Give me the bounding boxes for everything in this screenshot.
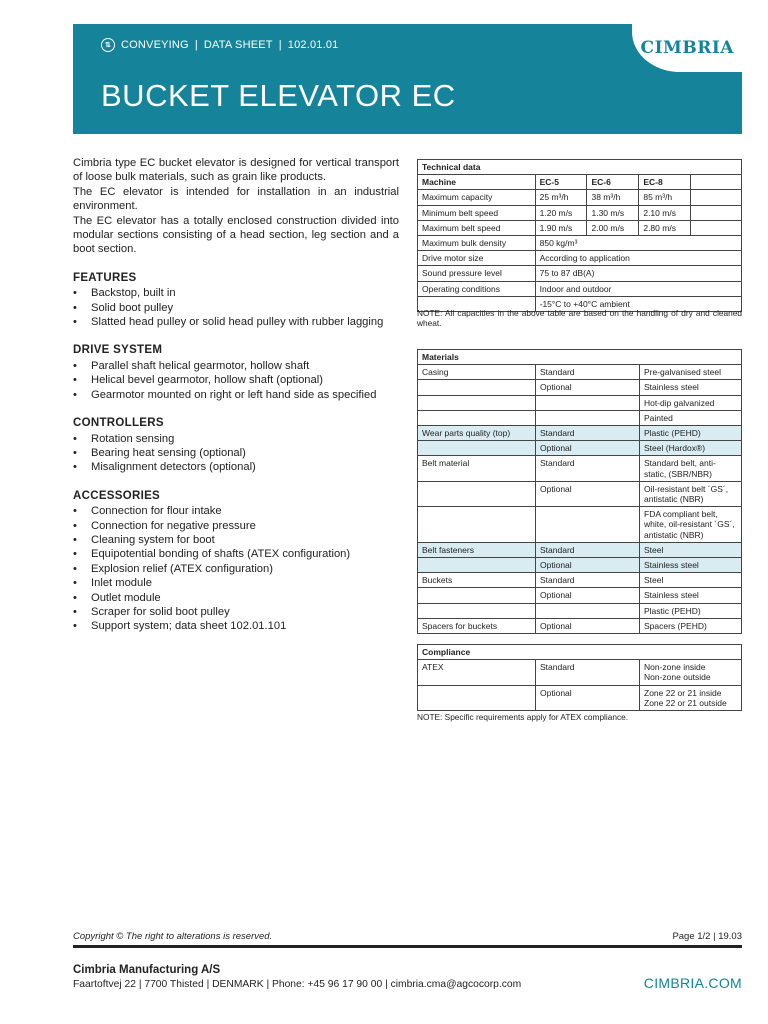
category-label: CONVEYING — [121, 39, 189, 51]
table-cell: Standard — [536, 660, 640, 685]
table-header-cell: EC-6 — [587, 175, 639, 190]
table-cell — [536, 395, 640, 410]
breadcrumb: ⇅ CONVEYING | DATA SHEET | 102.01.01 — [101, 38, 339, 52]
table-row — [418, 426, 742, 441]
list-item: • Scraper for solid boot pulley — [73, 605, 399, 619]
table-cell: According to application — [535, 251, 741, 266]
table-cell: Painted — [640, 410, 742, 425]
table-row — [418, 380, 742, 395]
table-cell: 1.30 m/s — [587, 205, 639, 220]
table-cell — [536, 507, 640, 543]
section-heading: FEATURES — [73, 271, 137, 284]
table-cell: Steel — [640, 542, 742, 557]
table-row — [418, 685, 742, 710]
cimbria-logo: CIMBRIA — [640, 38, 734, 58]
list-item: • Parallel shaft helical gearmotor, hollow shaft — [73, 359, 399, 373]
compliance-note: NOTE: Specific requirements apply for ATEX compliance. — [417, 712, 629, 722]
table-row — [418, 573, 742, 588]
table-cell — [418, 481, 536, 506]
table-cell — [691, 220, 742, 235]
list-item: • Helical bevel gearmotor, hollow shaft (optional) — [73, 373, 399, 387]
table-cell: 75 to 87 dB(A) — [535, 266, 741, 281]
website-link[interactable]: CIMBRIA.COM — [643, 975, 742, 991]
table-row — [418, 395, 742, 410]
table-cell: Optional — [536, 380, 640, 395]
table-row — [418, 507, 742, 543]
table-cell: Stainless steel — [640, 558, 742, 573]
bullet-list — [73, 432, 399, 475]
table-cell: Maximum capacity — [418, 190, 536, 205]
table-cell: 850 kg/m³ — [535, 236, 741, 251]
table-title: Materials — [418, 350, 742, 365]
list-item: • Outlet module — [73, 591, 399, 605]
table-title: Compliance — [418, 645, 742, 660]
table-cell: Drive motor size — [418, 251, 536, 266]
table-cell: -15°C to +40°C ambient — [535, 296, 741, 311]
table-cell: 85 m³/h — [639, 190, 691, 205]
table-cell — [418, 395, 536, 410]
table-title: Technical data — [418, 160, 742, 175]
table-cell: Standard — [536, 542, 640, 557]
table-cell: Standard — [536, 573, 640, 588]
table-cell: Maximum bulk density — [418, 236, 536, 251]
table-row — [418, 660, 742, 685]
table-cell: Optional — [536, 685, 640, 710]
table-cell — [418, 603, 536, 618]
table-cell — [418, 685, 536, 710]
left-column — [73, 156, 399, 634]
list-item: • Solid boot pulley — [73, 301, 399, 315]
company-name: Cimbria Manufacturing A/S — [73, 964, 221, 976]
table-cell: Steel (Hardox®) — [640, 441, 742, 456]
table-cell — [418, 410, 536, 425]
list-item: • Bearing heat sensing (optional) — [73, 446, 399, 460]
table-cell: Minimum belt speed — [418, 205, 536, 220]
section-heading: CONTROLLERS — [73, 417, 164, 430]
table-cell: 38 m³/h — [587, 190, 639, 205]
table-row — [418, 190, 742, 205]
table-cell: Standard — [536, 456, 640, 481]
table-row — [418, 281, 742, 296]
list-item: • Misalignment detectors (optional) — [73, 460, 399, 474]
table-header-cell: EC-5 — [535, 175, 587, 190]
table-header-cell — [691, 175, 742, 190]
table-cell — [536, 603, 640, 618]
table-row — [418, 266, 742, 281]
table-row — [418, 603, 742, 618]
table-cell: Wear parts quality (top) — [418, 426, 536, 441]
table-row — [418, 410, 742, 425]
list-item: • Equipotential bonding of shafts (ATEX configuration) — [73, 547, 399, 561]
table-cell: Steel — [640, 573, 742, 588]
materials-table — [417, 349, 742, 634]
table-row — [418, 441, 742, 456]
table-cell — [418, 441, 536, 456]
table-cell: 1.90 m/s — [535, 220, 587, 235]
company-address: Faartoftvej 22 | 7700 Thisted | DENMARK | Phone: +45 96 17 90 00 | cimbria.cma@agcocorp.com — [73, 979, 522, 990]
table-row — [418, 456, 742, 481]
table-row — [418, 618, 742, 633]
table-title-row — [418, 645, 742, 660]
doc-number: 102.01.01 — [287, 39, 339, 51]
table-row — [418, 558, 742, 573]
table-cell: Spacers (PEHD) — [640, 618, 742, 633]
table-cell — [418, 380, 536, 395]
table-cell: Optional — [536, 588, 640, 603]
table-cell: Plastic (PEHD) — [640, 603, 742, 618]
bullet-list — [73, 504, 399, 634]
logo-tab — [632, 24, 742, 72]
list-item: • Gearmotor mounted on right or left hand side as specified — [73, 388, 399, 402]
technical-note: NOTE: All capacities in the above table are based on the handling of dry and cleaned wheat. — [417, 308, 742, 328]
table-cell: Optional — [536, 558, 640, 573]
list-item: • Slatted head pulley or solid head pulley with rubber lagging — [73, 315, 399, 329]
table-cell: Sound pressure level — [418, 266, 536, 281]
table-cell: Hot-dip galvanized — [640, 395, 742, 410]
table-cell — [691, 205, 742, 220]
table-cell: Standard — [536, 426, 640, 441]
table-row — [418, 365, 742, 380]
table-cell — [536, 410, 640, 425]
table-cell: Spacers for buckets — [418, 618, 536, 633]
table-cell: Standard belt, anti-static, (SBR/NBR) — [640, 456, 742, 481]
table-row — [418, 542, 742, 557]
table-cell: Zone 22 or 21 inside Zone 22 or 21 outside — [640, 685, 742, 710]
page-title: BUCKET ELEVATOR EC — [101, 78, 456, 113]
table-cell: Stainless steel — [640, 380, 742, 395]
table-row — [418, 236, 742, 251]
table-cell: Buckets — [418, 573, 536, 588]
table-cell — [418, 507, 536, 543]
table-row — [418, 251, 742, 266]
table-row — [418, 220, 742, 235]
table-cell: Optional — [536, 618, 640, 633]
table-row — [418, 588, 742, 603]
table-cell: Maximum belt speed — [418, 220, 536, 235]
table-cell: FDA compliant belt, white, oil-resistant ´GS´, antistatic (NBR) — [640, 507, 742, 543]
table-cell: Oil-resistant belt ´GS´, antistatic (NBR) — [640, 481, 742, 506]
table-row — [418, 205, 742, 220]
conveying-icon: ⇅ — [101, 38, 115, 52]
table-cell: 2.00 m/s — [587, 220, 639, 235]
table-cell — [418, 588, 536, 603]
bullet-list — [73, 286, 399, 329]
table-cell: Plastic (PEHD) — [640, 426, 742, 441]
intro-text — [73, 156, 399, 257]
table-cell: 25 m³/h — [535, 190, 587, 205]
table-cell: 1.20 m/s — [535, 205, 587, 220]
table-header-cell: Machine — [418, 175, 536, 190]
table-cell — [691, 190, 742, 205]
feature-sections — [73, 271, 399, 634]
table-title-row — [418, 160, 742, 175]
list-item: • Cleaning system for boot — [73, 533, 399, 547]
table-row — [418, 481, 742, 506]
intro-paragraph: Cimbria type EC bucket elevator is designed for vertical transport of loose bulk materials, such as grain like products. — [73, 157, 399, 184]
list-item: • Support system; data sheet 102.01.101 — [73, 619, 399, 633]
table-title-row — [418, 350, 742, 365]
list-item: • Backstop, built in — [73, 286, 399, 300]
technical-data-table — [417, 159, 742, 312]
table-cell: Optional — [536, 441, 640, 456]
compliance-table — [417, 644, 742, 711]
table-cell: Standard — [536, 365, 640, 380]
list-item: • Connection for negative pressure — [73, 519, 399, 533]
table-cell: Non-zone inside Non-zone outside — [640, 660, 742, 685]
table-cell: Belt fasteners — [418, 542, 536, 557]
intro-paragraph: The EC elevator is intended for installation in an industrial environment. — [73, 185, 399, 213]
section-heading: ACCESSORIES — [73, 489, 161, 502]
list-item: • Explosion relief (ATEX configuration) — [73, 562, 399, 576]
table-cell: Pre-galvanised steel — [640, 365, 742, 380]
list-item: • Connection for flour intake — [73, 504, 399, 518]
table-cell: Belt material — [418, 456, 536, 481]
page-number: Page 1/2 | 19.03 — [672, 931, 742, 942]
table-cell: 2.10 m/s — [639, 205, 691, 220]
table-cell: Operating conditions — [418, 281, 536, 296]
list-item: • Inlet module — [73, 576, 399, 590]
table-header-row — [418, 175, 742, 190]
table-cell — [418, 558, 536, 573]
list-item: • Rotation sensing — [73, 432, 399, 446]
copyright: Copyright © The right to alterations is reserved. — [73, 931, 273, 942]
header-banner — [73, 24, 742, 134]
table-cell: Optional — [536, 481, 640, 506]
table-cell: Stainless steel — [640, 588, 742, 603]
table-cell: ATEX — [418, 660, 536, 685]
table-header-cell: EC-8 — [639, 175, 691, 190]
table-cell: Casing — [418, 365, 536, 380]
footer-divider — [73, 945, 742, 948]
bullet-list — [73, 359, 399, 402]
intro-paragraph: The EC elevator has a totally enclosed construction divided into modular sections consisting of a head section, leg section and a boot section. — [73, 214, 399, 256]
table-cell: Indoor and outdoor — [535, 281, 741, 296]
doc-type-label: DATA SHEET — [203, 39, 273, 51]
table-cell: 2.80 m/s — [639, 220, 691, 235]
section-heading: DRIVE SYSTEM — [73, 344, 163, 357]
